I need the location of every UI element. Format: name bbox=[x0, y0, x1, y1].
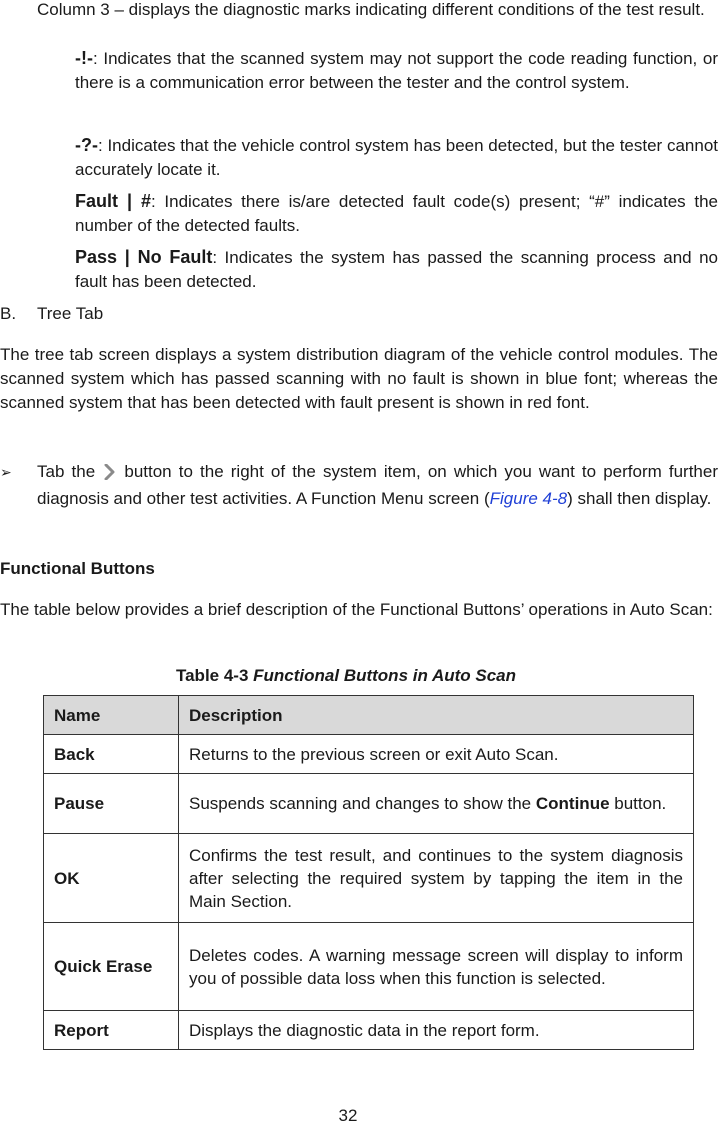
page-number: 32 bbox=[338, 1106, 358, 1125]
figure-link[interactable]: Figure 4-8 bbox=[489, 489, 568, 508]
mark-item-unlocated: -?-: Indicates that the vehicle control system has been detected, but the tester cannot accurately locate it. bbox=[75, 135, 718, 179]
mark-description: Indicates there is/are detected fault code(s) present; “#” indicates the number of the detected faults. bbox=[75, 192, 718, 235]
mark-item-pass: Pass | No Fault: Indicates the system has passed the scanning process and no fault has been detected. bbox=[75, 247, 718, 291]
table-header-row bbox=[44, 696, 694, 735]
chevron-right-icon bbox=[104, 463, 115, 487]
table-row bbox=[44, 735, 694, 774]
bullet-arrow-icon: ➢ bbox=[0, 464, 12, 480]
table-caption-title: Functional Buttons in Auto Scan bbox=[253, 666, 517, 685]
table-caption-number: Table 4-3 bbox=[175, 666, 249, 685]
tree-tab-label: Tree Tab bbox=[37, 304, 104, 323]
tree-tab-paragraph: The tree tab screen displays a system distribution diagram of the vehicle control modules. The scanned system which has passed scanning with no fault is shown in blue font; whereas the scanned system that has been detected with fault present is shown in red font. bbox=[0, 345, 718, 412]
functional-buttons-heading: Functional Buttons bbox=[0, 559, 155, 578]
table-row bbox=[44, 834, 694, 923]
table-row bbox=[44, 1011, 694, 1050]
bullet-text-middle: button to the right of the system item, on which you want to perform further diagnosis and other test activities. A Function Menu screen ( bbox=[37, 462, 719, 508]
bullet-text-start: Tab the bbox=[37, 462, 96, 481]
button-name: Back bbox=[44, 735, 179, 774]
desc-text: Suspends scanning and changes to show the bbox=[189, 794, 532, 813]
table-caption bbox=[0, 664, 692, 688]
button-name: Pause bbox=[44, 774, 179, 834]
functional-buttons-table bbox=[43, 695, 694, 1050]
button-description: Confirms the test result, and continues to the system diagnosis after selecting the required system by tapping the item in the Main Section. bbox=[179, 834, 694, 923]
column3-description: Column 3 – displays the diagnostic marks indicating different conditions of the test result. bbox=[37, 0, 705, 19]
mark-item-fault: Fault | #: Indicates there is/are detected fault code(s) present; “#” indicates the number of the detected faults. bbox=[75, 191, 718, 235]
button-name: Report bbox=[44, 1011, 179, 1050]
button-description bbox=[179, 774, 694, 834]
button-description: Displays the diagnostic data in the report form. bbox=[179, 1011, 694, 1050]
button-description: Deletes codes. A warning message screen will display to inform you of possible data loss when this function is selected. bbox=[179, 923, 694, 1011]
mark-symbol: Fault | # bbox=[75, 191, 151, 211]
column-header-name: Name bbox=[44, 696, 179, 735]
tree-tab-heading bbox=[0, 302, 200, 326]
mark-symbol: -?- bbox=[75, 135, 98, 155]
mark-symbol: -!- bbox=[75, 48, 93, 68]
continue-keyword: Continue bbox=[535, 794, 610, 813]
column-header-description: Description bbox=[179, 696, 694, 735]
list-letter: B. bbox=[0, 304, 17, 323]
desc-text: button. bbox=[614, 794, 667, 813]
bullet-text bbox=[37, 460, 718, 511]
button-description: Returns to the previous screen or exit Auto Scan. bbox=[179, 735, 694, 774]
mark-item-not-supported: -!-: Indicates that the scanned system may not support the code reading function, or there is a communication error between the tester and the control system. bbox=[75, 48, 719, 92]
button-name: OK bbox=[44, 834, 179, 923]
functional-buttons-intro: The table below provides a brief description of the Functional Buttons’ operations in Auto Scan: bbox=[0, 600, 713, 619]
bullet-text-end: ) shall then display. bbox=[567, 489, 712, 508]
mark-symbol: Pass | No Fault bbox=[75, 247, 213, 267]
mark-description: Indicates the system has passed the scanning process and no fault has been detected. bbox=[75, 248, 718, 291]
mark-description: Indicates that the scanned system may not support the code reading function, or there is a communication error between the tester and the control system. bbox=[75, 49, 719, 92]
table-row bbox=[44, 923, 694, 1011]
table-row bbox=[44, 774, 694, 834]
mark-description: Indicates that the vehicle control system has been detected, but the tester cannot accurately locate it. bbox=[75, 136, 718, 179]
button-name: Quick Erase bbox=[44, 923, 179, 1011]
